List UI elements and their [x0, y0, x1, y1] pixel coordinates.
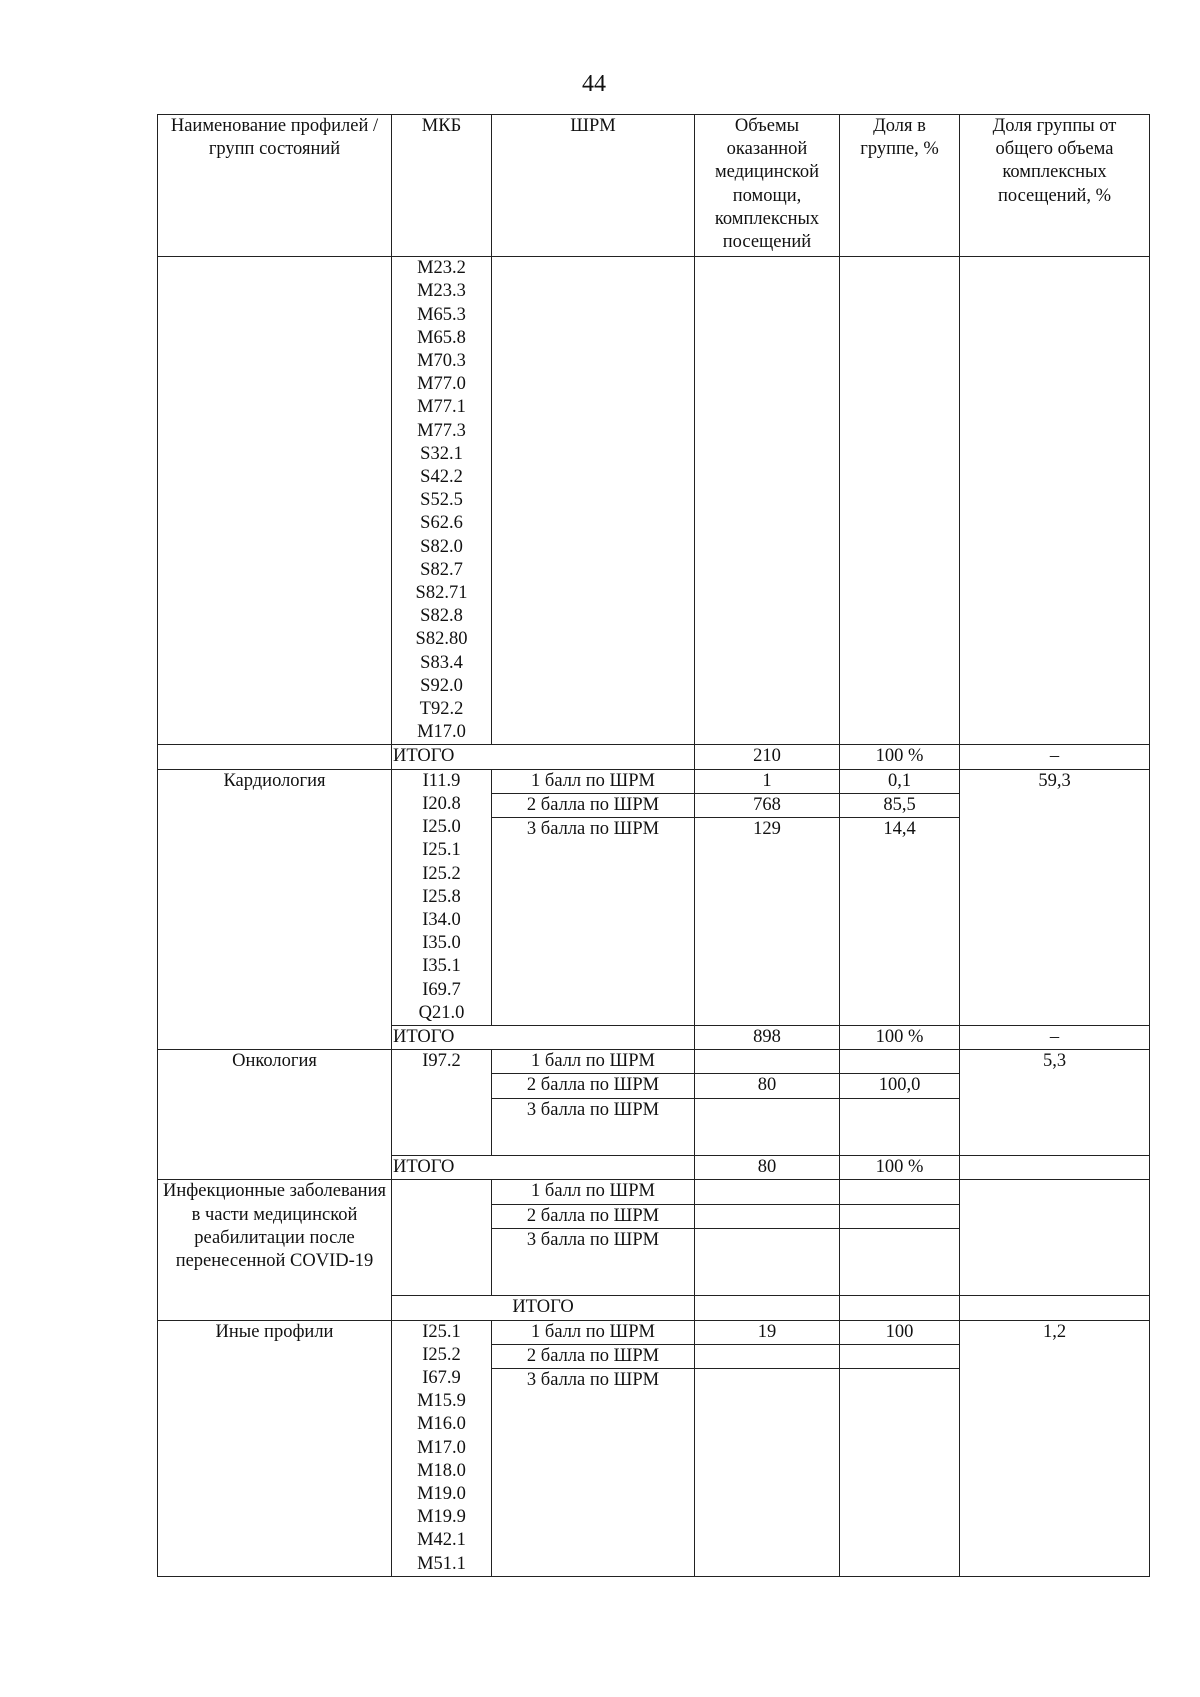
- cardiology-share-total: 59,3: [960, 769, 1150, 1025]
- cardiology-row: [158, 769, 1150, 1025]
- mkb-code: M70.3: [417, 351, 466, 372]
- mkb-code: I69.7: [422, 979, 461, 1000]
- volume-list: [695, 1321, 839, 1393]
- itogo-volume: 898: [695, 1025, 840, 1049]
- itogo-label: ИТОГО: [392, 1025, 695, 1049]
- share-value: 100: [840, 1321, 959, 1345]
- mkb-code: I35.1: [422, 956, 461, 977]
- volume-value: [695, 1344, 839, 1368]
- infectious-name: Инфекционные заболевания в части медицинской реабилитации после перенесенной COVID-19: [158, 1180, 392, 1320]
- mkb-code: M15.9: [417, 1391, 466, 1412]
- other-name: Иные профили: [158, 1320, 392, 1576]
- share-value: [840, 1344, 959, 1368]
- mkb-code: M77.3: [417, 420, 466, 441]
- itogo-total: –: [960, 1025, 1150, 1049]
- share-value: 85,5: [840, 793, 959, 817]
- mkb-code: S42.2: [420, 467, 463, 488]
- mkb-code: M51.1: [417, 1553, 466, 1574]
- mkb-code: I25.1: [422, 840, 461, 861]
- mkb-code: S83.4: [420, 652, 463, 673]
- oncology-volumes: [695, 1050, 840, 1156]
- mkb-code: M19.9: [417, 1507, 466, 1528]
- oncology-shares: [840, 1050, 960, 1156]
- mkb-code: I25.1: [422, 1321, 461, 1342]
- cardiology-volumes: [695, 769, 840, 1025]
- share-list: [840, 1321, 959, 1393]
- infectious-codes: [392, 1180, 492, 1296]
- itogo-volume: 210: [695, 745, 840, 769]
- oncology-codes: [392, 1050, 492, 1156]
- volume-value: [695, 1098, 839, 1122]
- mkb-code: M19.0: [417, 1483, 466, 1504]
- volume-value: [695, 1228, 839, 1252]
- oncology-share-total: 5,3: [960, 1050, 1150, 1156]
- mkb-code: M77.0: [417, 374, 466, 395]
- share-list: [840, 770, 959, 842]
- mkb-code: I25.8: [422, 886, 461, 907]
- mkb-code: M77.1: [417, 397, 466, 418]
- infectious-shrm: [492, 1180, 695, 1296]
- infectious-volumes: [695, 1180, 840, 1296]
- itogo-share: 100 %: [840, 1025, 960, 1049]
- continued-group-row: [158, 257, 1150, 745]
- header-name: Наименование профилей / групп состояний: [158, 115, 392, 257]
- mkb-code: T92.2: [419, 699, 464, 720]
- oncology-shrm: [492, 1050, 695, 1156]
- mkb-code: M18.0: [417, 1460, 466, 1481]
- header-volume: Объемы оказанной медицинской помощи, комплексных посещений: [695, 115, 840, 257]
- continued-share-cell: [840, 257, 960, 745]
- volume-value: 1: [695, 770, 839, 794]
- other-shares: [840, 1320, 960, 1576]
- mkb-code: M23.2: [417, 258, 466, 279]
- volume-list: [695, 770, 839, 842]
- mkb-code: S52.5: [420, 490, 463, 511]
- continued-itogo-empty: [158, 745, 392, 769]
- itogo-share: 100 %: [840, 1156, 960, 1180]
- mkb-code: M17.0: [417, 1437, 466, 1458]
- mkb-code: M65.3: [417, 304, 466, 325]
- itogo-share: [840, 1296, 960, 1320]
- mkb-code: S32.1: [420, 443, 463, 464]
- page-number: 44: [582, 71, 606, 97]
- share-value: [840, 1050, 959, 1074]
- shrm-level: 2 балла по ШРМ: [492, 1074, 694, 1098]
- volume-value: [695, 1368, 839, 1392]
- continued-total-cell: [960, 257, 1150, 745]
- header-mkb: МКБ: [392, 115, 492, 257]
- infectious-share-total: [960, 1180, 1150, 1296]
- shrm-level: 2 балла по ШРМ: [492, 793, 694, 817]
- other-share-total: 1,2: [960, 1320, 1150, 1576]
- mkb-code: I20.8: [422, 793, 461, 814]
- mkb-code: Q21.0: [418, 1002, 465, 1023]
- volume-value: [695, 1204, 839, 1228]
- shrm-level: 2 балла по ШРМ: [492, 1204, 694, 1228]
- itogo-total: [960, 1296, 1150, 1320]
- shrm-level: 2 балла по ШРМ: [492, 1344, 694, 1368]
- mkb-code: S62.6: [420, 513, 463, 534]
- shrm-level: 3 балла по ШРМ: [526, 1369, 660, 1390]
- share-list: [840, 1180, 959, 1252]
- volume-value: 768: [695, 793, 839, 817]
- mkb-code: I25.0: [422, 817, 461, 838]
- itogo-label: ИТОГО: [392, 1156, 695, 1180]
- share-value: [840, 1098, 959, 1122]
- mkb-code: M65.8: [417, 327, 466, 348]
- mkb-code: S82.8: [420, 606, 463, 627]
- continued-codes: [392, 257, 492, 745]
- mkb-code: M23.3: [417, 281, 466, 302]
- mkb-code: S82.71: [415, 583, 468, 604]
- share-value: 100,0: [840, 1074, 959, 1098]
- mkb-code: I25.2: [422, 863, 461, 884]
- cardiology-shares: [840, 769, 960, 1025]
- shrm-list: [492, 1050, 694, 1122]
- itogo-label: ИТОГО: [392, 1296, 695, 1320]
- itogo-total: –: [960, 745, 1150, 769]
- itogo-share: 100 %: [840, 745, 960, 769]
- mkb-code: I97.2: [422, 1051, 461, 1072]
- mkb-code: S82.0: [420, 536, 463, 557]
- mkb-code: M42.1: [417, 1530, 466, 1551]
- share-value: [840, 1368, 959, 1392]
- itogo-total: [960, 1156, 1150, 1180]
- infectious-shares: [840, 1180, 960, 1296]
- itogo-volume: [695, 1296, 840, 1320]
- mkb-code: I11.9: [422, 770, 461, 791]
- infectious-row: [158, 1180, 1150, 1296]
- oncology-row: [158, 1050, 1150, 1156]
- cardiology-shrm: [492, 769, 695, 1025]
- volume-list: [695, 1180, 839, 1252]
- continued-name-cell: [158, 257, 392, 745]
- cardiology-codes: [392, 769, 492, 1025]
- oncology-name: Онкология: [158, 1050, 392, 1180]
- other-codes: [392, 1320, 492, 1576]
- share-list: [840, 1050, 959, 1122]
- shrm-level: 1 балл по ШРМ: [492, 770, 694, 794]
- mkb-code: M17.0: [417, 722, 466, 743]
- header-shrm: ШРМ: [492, 115, 695, 257]
- shrm-list: [492, 770, 694, 842]
- shrm-level: 1 балл по ШРМ: [492, 1321, 694, 1345]
- header-share-group: Доля в группе, %: [840, 115, 960, 257]
- share-value: [840, 1228, 959, 1252]
- mkb-code: S82.80: [415, 629, 468, 650]
- mkb-code: S92.0: [420, 675, 463, 696]
- volume-list: [695, 1050, 839, 1122]
- mkb-code: I34.0: [422, 909, 461, 930]
- shrm-level: 3 балла по ШРМ: [526, 1229, 660, 1250]
- continued-volume-cell: [695, 257, 840, 745]
- other-volumes: [695, 1320, 840, 1576]
- shrm-level: 1 балл по ШРМ: [492, 1050, 694, 1074]
- other-row: [158, 1320, 1150, 1576]
- header-row: [158, 115, 1150, 257]
- mkb-code: I35.0: [422, 933, 461, 954]
- shrm-list: [492, 1180, 694, 1252]
- share-value: 0,1: [840, 770, 959, 794]
- mkb-code: I25.2: [422, 1344, 461, 1365]
- volume-value: 80: [695, 1074, 839, 1098]
- volume-value: [695, 1180, 839, 1204]
- header-share-total: Доля группы от общего объема комплексных посещений, %: [960, 115, 1150, 257]
- cardiology-name: Кардиология: [158, 769, 392, 1049]
- profiles-table: [157, 114, 1150, 1577]
- volume-value: 129: [753, 819, 781, 840]
- volume-value: [695, 1050, 839, 1074]
- share-value: [840, 1204, 959, 1228]
- itogo-volume: 80: [695, 1156, 840, 1180]
- mkb-code: I67.9: [422, 1367, 461, 1388]
- volume-value: 19: [695, 1321, 839, 1345]
- shrm-list: [492, 1321, 694, 1393]
- continued-shrm-cell: [492, 257, 695, 745]
- mkb-code: S82.7: [420, 559, 463, 580]
- itogo-label: ИТОГО: [392, 745, 695, 769]
- share-value: [840, 1180, 959, 1204]
- shrm-level: 3 балла по ШРМ: [526, 819, 660, 840]
- shrm-level: 3 балла по ШРМ: [526, 1099, 660, 1120]
- other-shrm: [492, 1320, 695, 1576]
- shrm-level: 1 балл по ШРМ: [492, 1180, 694, 1204]
- share-value: 14,4: [883, 819, 916, 840]
- continued-itogo-row: [158, 745, 1150, 769]
- mkb-code: M16.0: [417, 1414, 466, 1435]
